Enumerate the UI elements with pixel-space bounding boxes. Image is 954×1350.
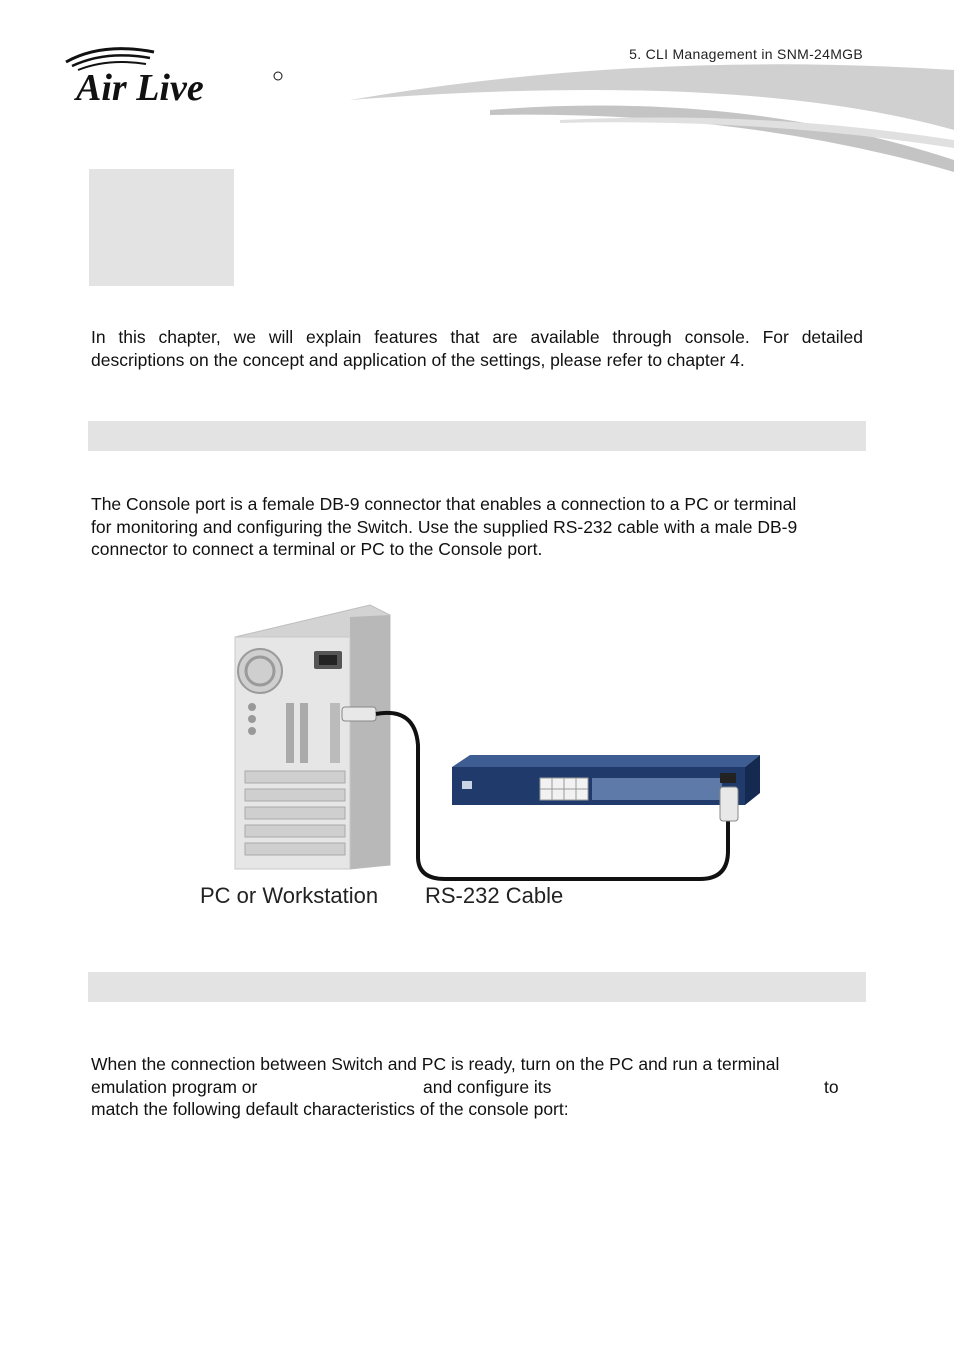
intro-line-1: In this chapter, we will explain features that are available through console. For detailed [91,327,863,347]
airlive-logo [62,40,292,110]
console-connection-figure [190,595,770,915]
connect-line-2-part-a: emulation program or [91,1076,258,1097]
switch-illustration [452,755,760,821]
connect-paragraph [91,1053,863,1121]
connect-line-2 [91,1076,863,1099]
chapter-number-box [89,169,234,286]
figure-label-pc: PC or Workstation [200,883,379,908]
connect-line-2-part-c: to [824,1076,839,1097]
figure-label-cable: RS-232 Cable [425,883,564,908]
intro-paragraph [91,326,863,371]
connect-line-3: match the following default characteristics of the console port: [91,1099,569,1119]
header-swoosh-graphic [340,60,954,180]
pc-tower-illustration [235,605,390,869]
intro-line-2: descriptions on the concept and application of the settings, please refer to chapter 4. [91,349,745,370]
section-heading-band-console-port [88,421,866,451]
svg-text:Air Live: Air Live [76,67,204,109]
console-line-2: for monitoring and configuring the Switch. Use the supplied RS-232 cable with a male DB-9 [91,516,798,537]
section-heading-band-login [88,972,866,1002]
console-line-3: connector to connect a terminal or PC to the Console port. [91,539,543,559]
console-paragraph [91,493,863,561]
connect-line-2-part-b: and configure its [423,1076,552,1097]
header-section-title: 5. CLI Management in SNM-24MGB [629,46,863,62]
console-line-1: The Console port is a female DB-9 connector that enables a connection to a PC or terminal [91,494,797,514]
connect-line-1: When the connection between Switch and PC is ready, turn on the PC and run a terminal [91,1054,780,1074]
